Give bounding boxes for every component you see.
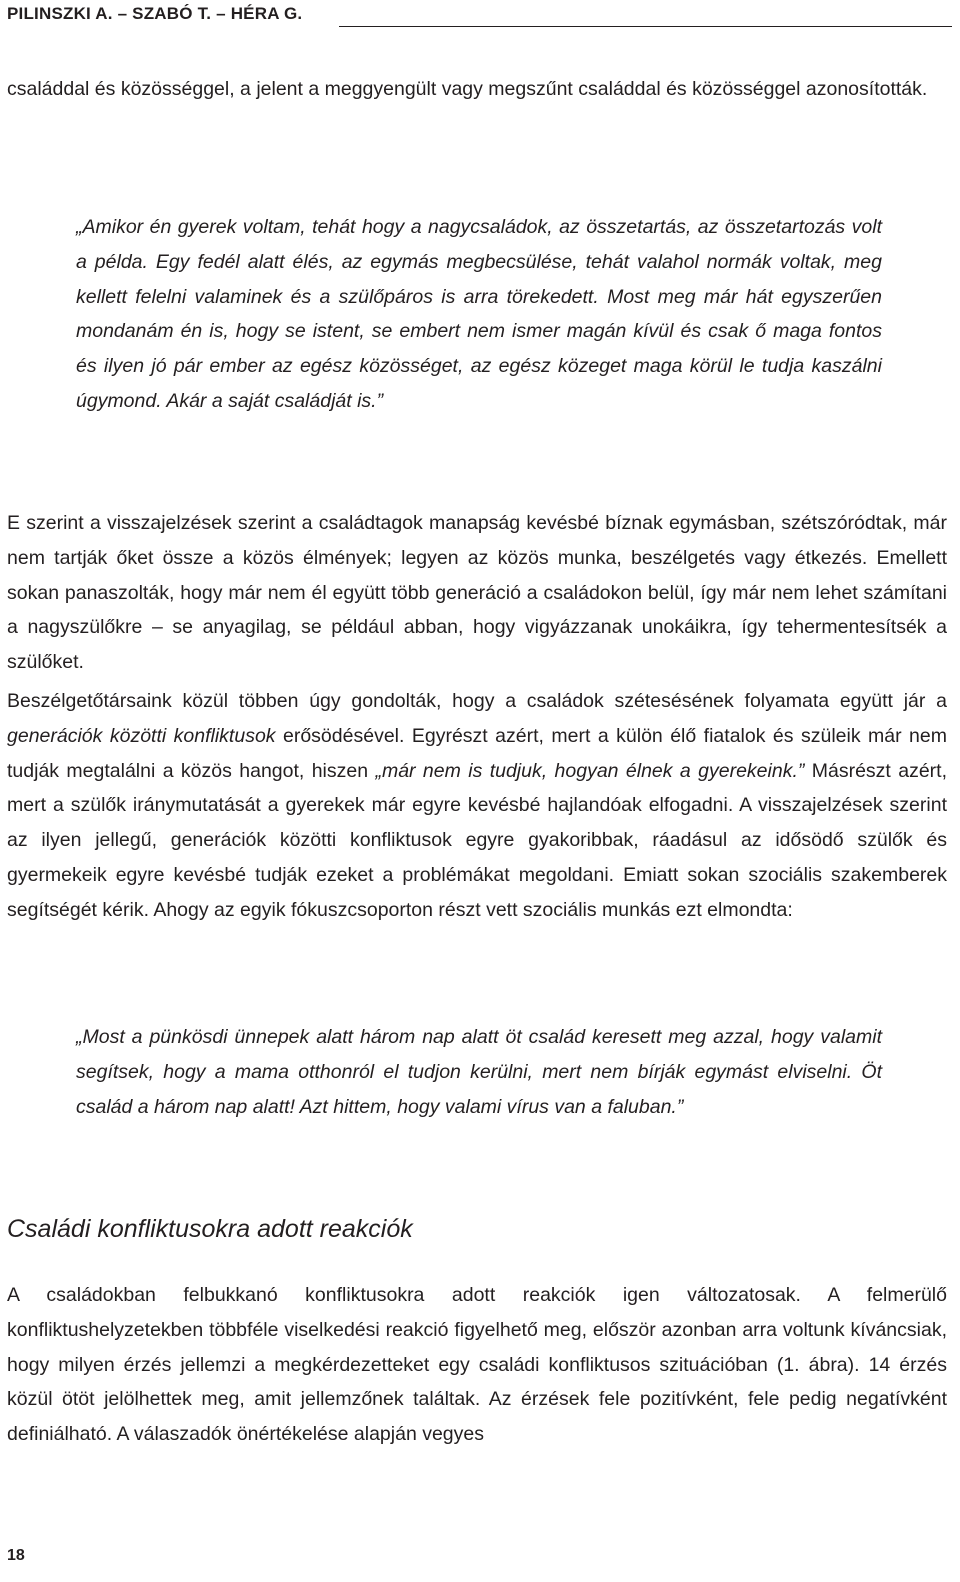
paragraph-3-emphasis-2: „már nem is tudjuk, hogyan élnek a gyerekeink.” bbox=[375, 759, 805, 782]
quote-block-1: „Amikor én gyerek voltam, tehát hogy a nagycsaládok, az összetartás, az összetartozás volt a példa. Egy fedél alatt élés, az egymás megbecsülése, tehát valahol normák voltak, meg kellett felelni valaminek és a szülőpáros is arra törekedett. Most meg már hát egyszerűen mondanám én is, hogy se istent, se embert nem ismer magán kívül és csak ő maga fontos és ilyen jó pár ember az egész közösséget, az egész közeget maga körül le tudja kaszálni úgymond. Akár a saját családját is.” bbox=[76, 216, 882, 412]
body-paragraph-3 bbox=[7, 684, 947, 928]
paragraph-3-emphasis-1: generációk közötti konfliktusok bbox=[7, 724, 276, 747]
body-paragraph-2: E szerint a visszajelzések szerint a családtagok manapság kevésbé bíznak egymásban, szétszóródtak, már nem tartják őket össze a közös élmények; legyen az közös munka, beszélgetés vagy étkezés. Emellett sokan panaszolták, hogy már nem él együtt több generáció a családokon belül, így már nem lehet számítani a nagyszülőkre – se anyagilag, se például abban, hogy vigyázzanak unokáikra, így tehermentesítsék a szülőket. bbox=[7, 512, 947, 674]
page-number: 18 bbox=[7, 1547, 25, 1564]
section-heading: Családi konfliktusokra adott reakciók bbox=[7, 1215, 413, 1243]
body-paragraph-1: családdal és közösséggel, a jelent a meggyengült vagy megszűnt családdal és közösséggel azonosították. bbox=[7, 78, 928, 100]
header-rule bbox=[339, 26, 952, 27]
paragraph-3-text-3: Másrészt azért, mert a szülők iránymutatását a gyerekek már egyre kevésbé hajlandóak elfogadni. A visszajelzések szerint az ilyen jellegű, generációk közötti konfliktusok egyre gyakoribbak, ráadásul az idősödő szülők és gyermekeik egyre kevésbé tudják ezeket a problémákat megoldani. Emiatt sokan szociális szakemberek segítségét kérik. Ahogy az egyik fókuszcsoporton részt vett szociális munkás ezt elmondta: bbox=[7, 759, 947, 921]
running-head: PILINSZKI A. – SZABÓ T. – HÉRA G. bbox=[7, 4, 303, 23]
paragraph-3-text-1: Beszélgetőtársaink közül többen úgy gondolták, hogy a családok szétesésének folyamata együtt jár a bbox=[7, 690, 947, 712]
body-paragraph-4: A családokban felbukkanó konfliktusokra adott reakciók igen változatosak. A felmerülő konfliktushelyzetekben többféle viselkedési reakció figyelhető meg, először azonban arra voltunk kíváncsiak, hogy milyen érzés jellemzi a megkérdezetteket egy családi konfliktusos szituációban (1. ábra). 14 érzés közül ötöt jelölhettek meg, amit jellemzőnek találtak. Az érzések fele pozitívként, fele pedig negatívként definiálható. A válaszadók önértékelése alapján vegyes bbox=[7, 1284, 947, 1446]
quote-block-2: „Most a pünkösdi ünnepek alatt három nap alatt öt család keresett meg azzal, hogy valamit segítsek, hogy a mama otthonról el tudjon kerülni, mert nem bírják egymást elviselni. Öt család a három nap alatt! Azt hittem, hogy valami vírus van a faluban.” bbox=[76, 1026, 882, 1118]
paragraph-3-text-2: erősödésével. Egyrészt azért, mert a külön élő fiatalok és szüleik már nem tudják megtalálni a közös hangot, hiszen bbox=[7, 724, 947, 782]
